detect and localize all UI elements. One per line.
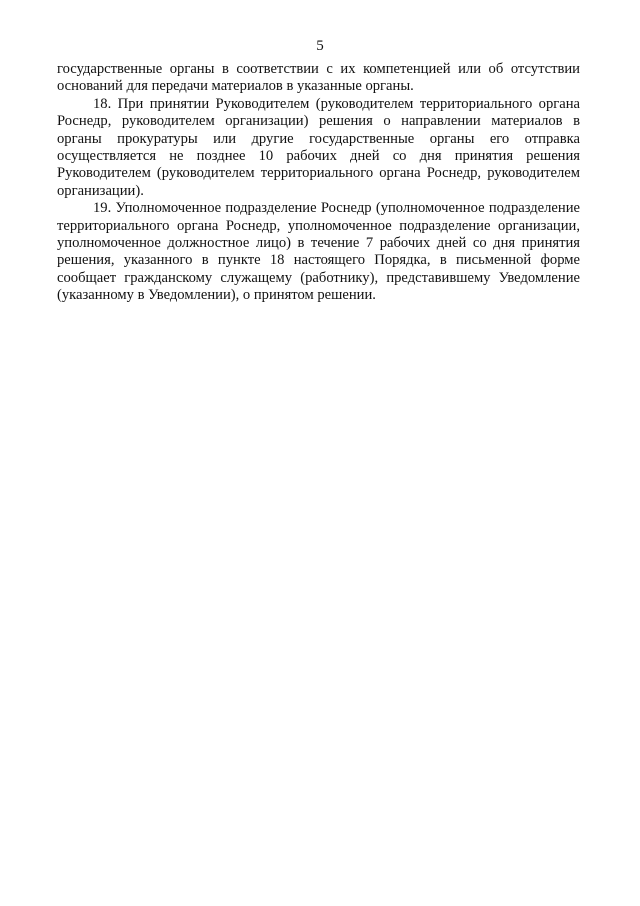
paragraph-continuation: государственные органы в соответствии с их компетенцией или об отсутствии оснований для передачи материалов в указанные органы.	[57, 61, 580, 95]
page-number: 5	[316, 38, 324, 54]
document-body	[57, 61, 580, 305]
paragraph-item-19: 19. Уполномоченное подразделение Роснедр (уполномоченное подразделение территориального органа Роснедр, уполномоченное подразделение организации, уполномоченное должностное лицо) в течение 7 рабочих дней со дня принятия решения, указанного в пункте 18 настоящего Порядка, в письменной форме сообщает гражданскому служащему (работнику), представившему Уведомление (указанному в Уведомлении), о принятом решении.	[57, 200, 580, 304]
paragraph-item-18: 18. При принятии Руководителем (руководителем территориального органа Роснедр, руководителем организации) решения о направлении материалов в органы прокуратуры или другие государственные органы его отправка осуществляется не позднее 10 рабочих дней со дня принятия решения Руководителем (руководителем территориального органа Роснедр, руководителем организации).	[57, 95, 580, 199]
